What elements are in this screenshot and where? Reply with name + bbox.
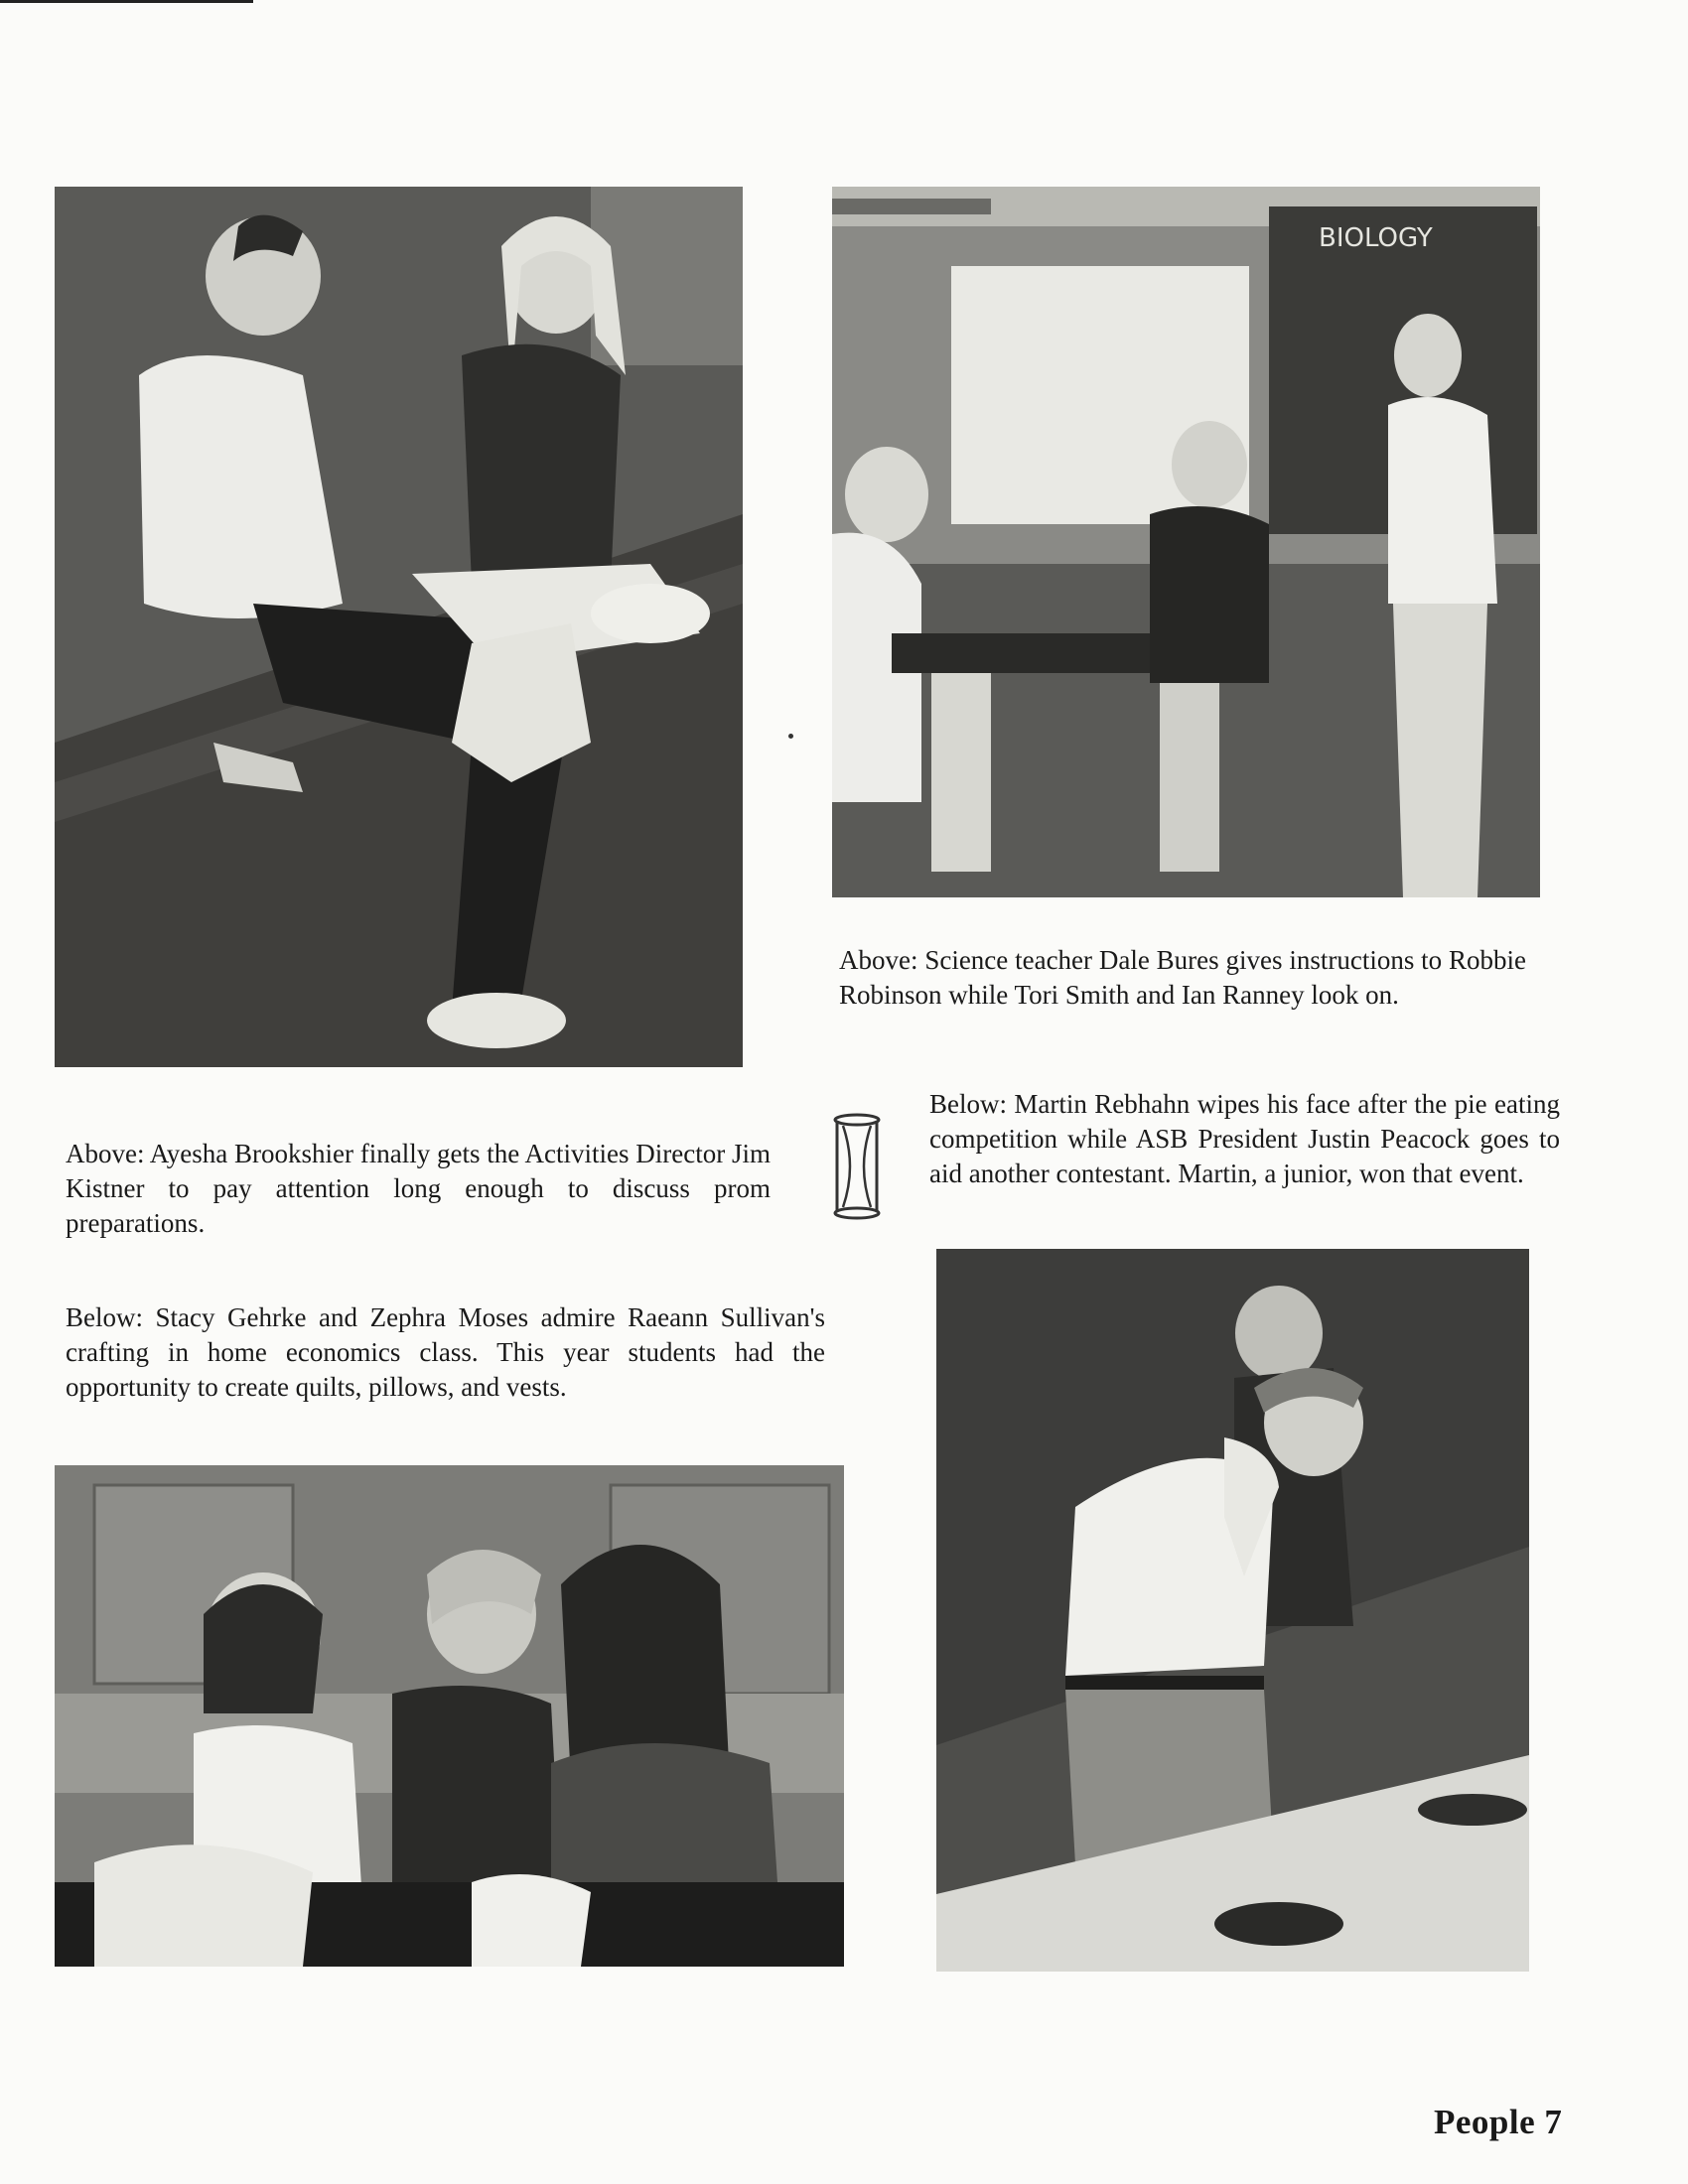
top-rule	[0, 0, 253, 3]
speck	[788, 734, 793, 739]
caption-home-economics: Below: Stacy Gehrke and Zephra Moses admire Raeann Sullivan's crafting in home economics class. This year students had the opportunity to create quilts, pillows, and vests.	[66, 1302, 825, 1402]
photo-pie-eating	[936, 1249, 1529, 1972]
photo-activities-illustration	[55, 187, 743, 1067]
caption-science: Above: Science teacher Dale Bures gives instructions to Robbie Robinson while Tori Smith and Ian Ranney look on.	[839, 945, 1526, 1010]
photo-science-illustration	[832, 187, 1540, 897]
caption-pie-eating: Below: Martin Rebhahn wipes his face after the pie eating competition while ASB President Justin Peacock goes to aid another contestant. Martin, a junior, won that event.	[929, 1089, 1560, 1188]
chalkboard-text: BIOLOGY	[1319, 223, 1433, 253]
photo-pie-illustration	[936, 1249, 1529, 1972]
page-folio: People 7	[1434, 2103, 1563, 2141]
caption-activities: Above: Ayesha Brookshier finally gets the Activities Director Jim Kistner to pay attention long enough to discuss prom preparations.	[66, 1139, 771, 1238]
hourglass-icon	[832, 1112, 882, 1221]
photo-home-ec-illustration	[55, 1465, 844, 1967]
photo-activities-director	[55, 187, 743, 1067]
photo-science-class	[832, 187, 1540, 897]
photo-home-economics	[55, 1465, 844, 1967]
